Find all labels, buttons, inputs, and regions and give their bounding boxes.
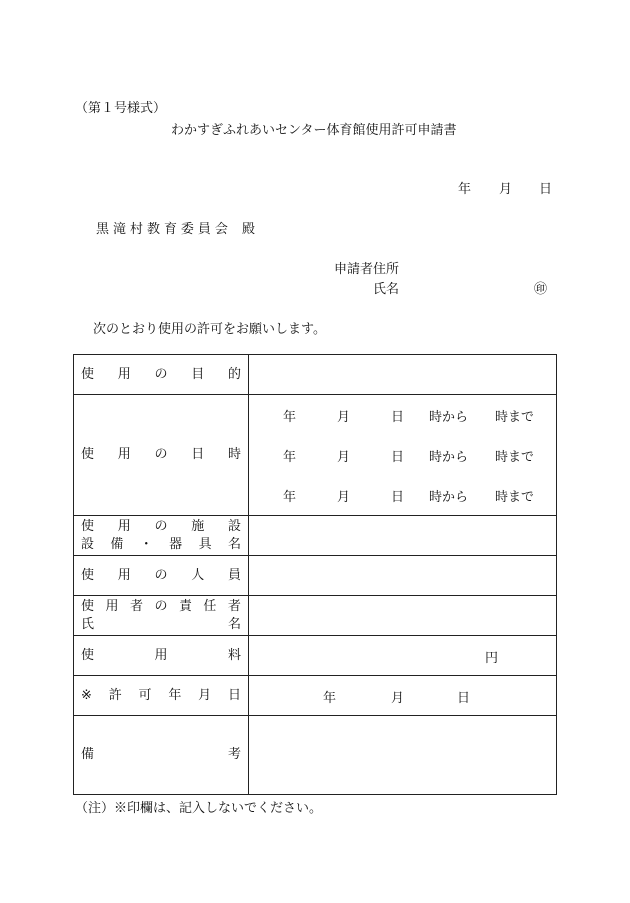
label-char: の — [154, 518, 168, 534]
label-char: 用 — [117, 366, 131, 382]
fee-unit: 円 — [485, 651, 499, 666]
row-fee — [74, 636, 557, 676]
label-char: 目 — [191, 366, 205, 382]
label-facility — [74, 516, 249, 556]
label-responsible — [74, 596, 249, 636]
label-char: 可 — [138, 687, 152, 703]
label-char: 者 — [227, 598, 241, 614]
label-char: 用 — [105, 598, 119, 614]
permit-day: 日 — [457, 691, 471, 706]
dt-to: 時まで — [495, 490, 535, 505]
label-char: 使 — [81, 518, 95, 534]
date-year: 年 — [458, 182, 472, 197]
permit-date-value-cell — [249, 676, 557, 716]
addressee-char: 委 — [180, 222, 194, 237]
label-char: 名 — [227, 616, 241, 632]
dt-day: 日 — [391, 450, 405, 465]
row-permit-date — [74, 676, 557, 716]
label-char: ※ — [81, 687, 92, 703]
label-char: 氏 — [81, 616, 95, 632]
addressee-name — [96, 218, 228, 237]
footnote: （注）※印欄は、記入しないでください。 — [75, 801, 323, 816]
row-datetime — [74, 395, 557, 516]
label-char: 設 — [81, 536, 95, 552]
row-remarks — [74, 716, 557, 795]
label-char: 用 — [117, 518, 131, 534]
dt-day: 日 — [391, 410, 405, 425]
seal-mark: ㊞ — [534, 282, 548, 297]
label-char: 許 — [108, 687, 122, 703]
label-char: 用 — [154, 647, 168, 663]
addressee-char: 教 — [146, 222, 160, 237]
label-remarks — [74, 716, 249, 795]
row-people — [74, 556, 557, 596]
dt-year: 年 — [283, 410, 297, 425]
datetime-line-1 — [249, 405, 556, 425]
addressee-char: 育 — [163, 222, 177, 237]
dt-from: 時から — [429, 490, 469, 505]
permit-year: 年 — [323, 691, 337, 706]
permit-month: 月 — [391, 691, 405, 706]
label-char: 用 — [117, 567, 131, 583]
row-responsible — [74, 596, 557, 636]
people-value-cell[interactable] — [249, 556, 557, 596]
form-title: わかすぎふれあいセンター体育館使用許可申請書 — [171, 123, 457, 138]
dt-from: 時から — [429, 410, 469, 425]
addressee-char: 滝 — [112, 222, 126, 237]
row-purpose — [74, 355, 557, 395]
label-datetime — [74, 395, 249, 516]
label-char: 施 — [191, 518, 205, 534]
label-char: 使 — [81, 598, 95, 614]
datetime-line-3 — [249, 485, 556, 505]
label-char: 使 — [81, 647, 95, 663]
label-char: 料 — [227, 647, 241, 663]
row-facility — [74, 516, 557, 556]
label-char: 使 — [81, 366, 95, 382]
label-char: 使 — [81, 567, 95, 583]
datetime-value-cell[interactable] — [249, 395, 557, 516]
label-permit-date — [74, 676, 249, 716]
applicant-address-label: 申請者住所 — [334, 262, 400, 277]
intro-text: 次のとおり使用の許可をお願いします。 — [93, 322, 326, 337]
application-form-table — [73, 354, 557, 795]
label-char: 時 — [227, 447, 241, 462]
date-day: 日 — [539, 182, 553, 197]
label-char: 年 — [168, 687, 182, 703]
dt-month: 月 — [337, 450, 351, 465]
dt-to: 時まで — [495, 450, 535, 465]
label-char: 器 — [169, 536, 183, 552]
date-month: 月 — [499, 182, 513, 197]
addressee-char: 村 — [129, 222, 143, 237]
facility-value-cell[interactable] — [249, 516, 557, 556]
dt-day: 日 — [391, 490, 405, 505]
label-char: の — [154, 447, 168, 462]
label-char: の — [154, 567, 168, 583]
label-people — [74, 556, 249, 596]
label-char: 者 — [129, 598, 143, 614]
dt-year: 年 — [283, 490, 297, 505]
fee-value-cell[interactable] — [249, 636, 557, 676]
label-char: 日 — [191, 447, 205, 462]
label-char: 任 — [203, 598, 217, 614]
label-purpose — [74, 355, 249, 395]
label-char: 責 — [178, 598, 192, 614]
label-char: の — [154, 366, 168, 382]
responsible-value-cell[interactable] — [249, 596, 557, 636]
dt-from: 時から — [429, 450, 469, 465]
label-char: 備 — [110, 536, 124, 552]
label-char: 設 — [227, 518, 241, 534]
label-char: 日 — [227, 687, 241, 703]
dt-month: 月 — [337, 490, 351, 505]
label-fee — [74, 636, 249, 676]
datetime-line-2 — [249, 445, 556, 465]
form-number-label: （第１号様式） — [75, 101, 167, 116]
addressee — [96, 218, 264, 237]
dt-month: 月 — [337, 410, 351, 425]
dt-year: 年 — [283, 450, 297, 465]
label-char: 考 — [227, 747, 241, 762]
label-char: 名 — [227, 536, 241, 552]
addressee-char: 会 — [214, 222, 228, 237]
addressee-honorific: 殿 — [242, 222, 256, 237]
label-char: ・ — [139, 536, 153, 552]
label-char: の — [154, 598, 168, 614]
label-char: 具 — [198, 536, 212, 552]
label-char: 月 — [198, 687, 212, 703]
remarks-value-cell[interactable] — [249, 716, 557, 795]
label-char: 人 — [191, 567, 205, 583]
label-char: 的 — [227, 366, 241, 382]
applicant-name-label: 氏名 — [373, 282, 400, 297]
label-char: 使 — [81, 447, 95, 462]
dt-to: 時まで — [495, 410, 535, 425]
addressee-char: 黒 — [96, 222, 110, 237]
addressee-char: 員 — [197, 222, 211, 237]
label-char: 用 — [117, 447, 131, 462]
purpose-value-cell[interactable] — [249, 355, 557, 395]
label-char: 員 — [227, 567, 241, 583]
label-char: 備 — [81, 747, 95, 762]
